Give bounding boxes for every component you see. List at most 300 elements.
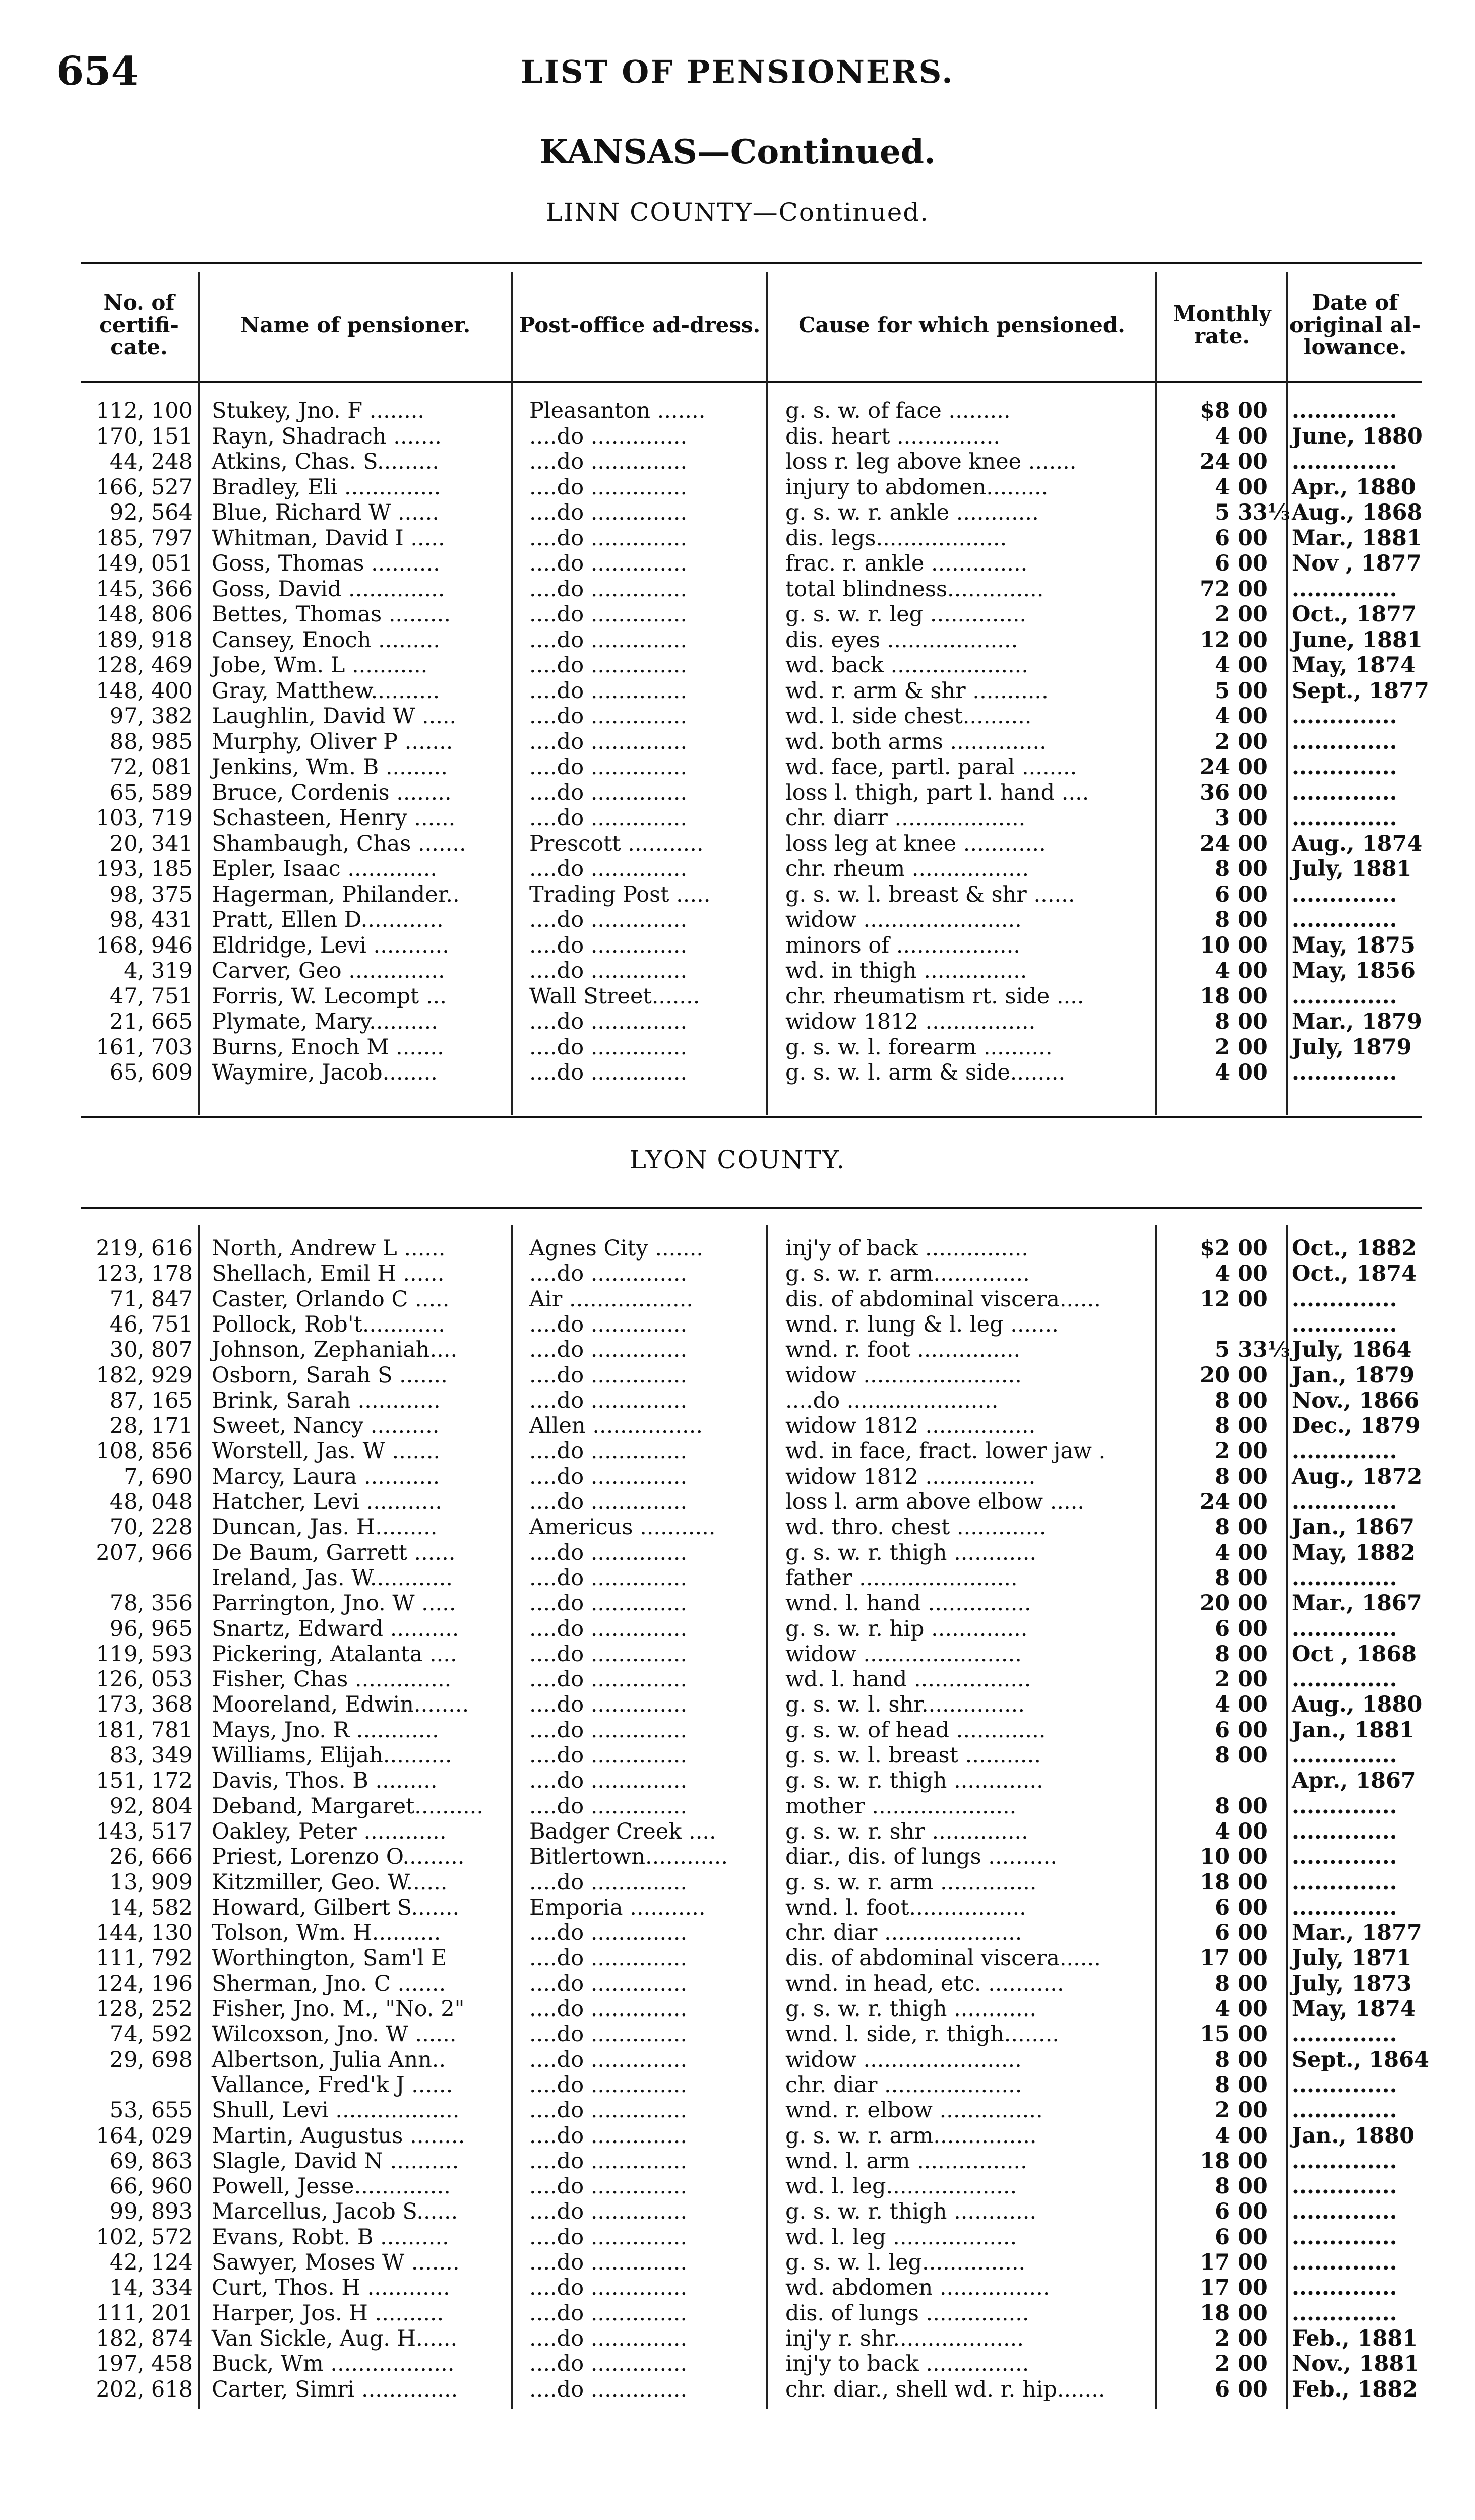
rate-cents: 00	[1238, 2325, 1268, 2351]
cause: chr. diar., shell wd. r. hip.......	[785, 2376, 1105, 2402]
table-row	[0, 627, 1475, 653]
table-row	[0, 2174, 1475, 2199]
rate-dollars: 5	[1215, 1337, 1230, 1363]
rate-dollars: 6	[1215, 525, 1230, 551]
post-office: ....do ..............	[529, 449, 688, 474]
page-title: LIST OF PENSIONERS.	[521, 53, 954, 90]
certificate-number: 14, 334	[109, 2275, 193, 2301]
cause: wnd. l. side, r. thigh........	[785, 2022, 1060, 2047]
cause: wnd. in head, etc. ...........	[785, 1971, 1064, 1996]
cause: wnd. l. arm ................	[785, 2148, 1027, 2174]
pensioner-name: Shambaugh, Chas .......	[212, 831, 466, 856]
page-number: 654	[56, 48, 139, 94]
date-allowance: Feb., 1882	[1292, 2376, 1418, 2402]
pensioner-name: Jenkins, Wm. B .........	[212, 754, 448, 780]
pensioner-name: Oakley, Peter ............	[212, 1818, 447, 1844]
post-office: ....do ..............	[529, 1565, 688, 1591]
post-office: ....do ..............	[529, 423, 688, 449]
cause: g. s. w. l. forearm ..........	[785, 1034, 1053, 1060]
date-allowance: Sept., 1877	[1292, 678, 1429, 704]
date-allowance: ..............	[1292, 805, 1397, 831]
date-allowance: Jan., 1881	[1292, 1717, 1415, 1743]
table-row	[0, 704, 1475, 729]
post-office: ....do ..............	[529, 1717, 688, 1743]
table-row	[0, 500, 1475, 525]
rate-cents: 00	[1238, 1793, 1268, 1819]
certificate-number: 87, 165	[109, 1388, 193, 1413]
date-allowance: ..............	[1292, 2072, 1397, 2098]
date-allowance: ..............	[1292, 2224, 1397, 2250]
cause: father .......................	[785, 1565, 1018, 1591]
table-row	[0, 2123, 1475, 2149]
rate-dollars: 8	[1215, 907, 1230, 932]
rate-dollars: 8	[1215, 1971, 1230, 1996]
date-allowance: ..............	[1292, 1895, 1397, 1920]
table-row	[0, 933, 1475, 958]
cause: inj'y to back ...............	[785, 2351, 1029, 2377]
rate-dollars: 18	[1200, 983, 1230, 1009]
date-allowance: Apr., 1867	[1292, 1768, 1416, 1794]
rate-cents: 00	[1238, 1717, 1268, 1743]
table-row	[0, 2072, 1475, 2098]
rate-dollars: 8	[1215, 1464, 1230, 1489]
rate-dollars: 6	[1215, 1717, 1230, 1743]
date-allowance: Aug., 1880	[1292, 1692, 1423, 1718]
post-office: ....do ..............	[529, 1945, 688, 1971]
table-row	[0, 1743, 1475, 1768]
rate-cents: 00	[1238, 2300, 1268, 2326]
pensioner-name: Sweet, Nancy ..........	[212, 1413, 440, 1439]
rate-cents: 00	[1238, 678, 1268, 704]
cause: g. s. w. of face .........	[785, 398, 1011, 423]
rate-dollars: 4	[1215, 958, 1230, 983]
post-office: Air ..................	[529, 1286, 694, 1312]
certificate-number: 78, 356	[109, 1591, 193, 1616]
rate-cents: 00	[1238, 1692, 1268, 1718]
date-allowance: Dec., 1879	[1292, 1413, 1421, 1439]
post-office: ....do ..............	[529, 2325, 688, 2351]
table-row	[0, 1667, 1475, 1692]
rate-cents: 00	[1238, 2351, 1268, 2377]
cause: chr. diar ....................	[785, 2072, 1022, 2098]
rate-dollars: 18	[1200, 2148, 1230, 2174]
cause: loss l. arm above elbow .....	[785, 1489, 1085, 1515]
date-allowance: July, 1871	[1292, 1945, 1412, 1971]
table-row	[0, 1920, 1475, 1945]
table-row	[0, 831, 1475, 856]
pensioner-name: Pickering, Atalanta ....	[212, 1641, 457, 1667]
pensioner-name: Marcy, Laura ...........	[212, 1464, 440, 1489]
post-office: ....do ..............	[529, 500, 688, 525]
pensioner-name: Martin, Augustus ........	[212, 2123, 465, 2149]
rate-cents: 00	[1238, 576, 1268, 602]
post-office: ....do ..............	[529, 805, 688, 831]
post-office: ....do ..............	[529, 1996, 688, 2022]
pensioner-name: Jobe, Wm. L ...........	[212, 653, 428, 678]
post-office: ....do ..............	[529, 1438, 688, 1464]
pensioner-name: De Baum, Garrett ......	[212, 1540, 456, 1565]
pensioner-name: Gray, Matthew..........	[212, 678, 440, 704]
cause: wd. in thigh ...............	[785, 958, 1027, 983]
pensioner-name: Duncan, Jas. H.........	[212, 1515, 438, 1540]
cause: wnd. r. foot ...............	[785, 1337, 1021, 1363]
post-office: ....do ..............	[529, 729, 688, 754]
rate-dollars: 17	[1200, 2250, 1230, 2275]
rate-dollars: 2	[1215, 2325, 1230, 2351]
certificate-number: 182, 874	[96, 2325, 193, 2351]
post-office: ....do ..............	[529, 856, 688, 881]
header-monthly-rate: Monthly rate.	[1173, 301, 1271, 348]
rate-dollars: 4	[1215, 474, 1230, 500]
certificate-number: 119, 593	[96, 1641, 193, 1667]
table-row	[0, 1515, 1475, 1540]
header-post-office: Post-office ad-dress.	[519, 312, 761, 337]
cause: frac. r. ankle ..............	[785, 551, 1028, 576]
table-row	[0, 1794, 1475, 1819]
cause: dis. of lungs ...............	[785, 2300, 1029, 2326]
pensioner-name: Blue, Richard W ......	[212, 500, 439, 525]
table-row	[0, 780, 1475, 805]
pensioner-name: Johnson, Zephaniah....	[212, 1337, 458, 1363]
rate-cents: 00	[1238, 1844, 1268, 1870]
certificate-number: 98, 375	[109, 881, 193, 907]
rate-cents: 00	[1238, 907, 1268, 932]
rate-cents: 00	[1238, 1009, 1268, 1034]
table-row	[0, 1996, 1475, 2022]
date-allowance: ..............	[1292, 449, 1397, 474]
date-allowance: ..............	[1292, 1286, 1397, 1312]
rate-dollars: 8	[1215, 1413, 1230, 1439]
certificate-number: 4, 319	[124, 958, 193, 983]
certificate-number: 28, 171	[109, 1413, 193, 1439]
cause: wd. r. arm & shr ...........	[785, 678, 1049, 704]
post-office: ....do ..............	[529, 1692, 688, 1718]
table-row	[0, 1236, 1475, 1261]
rate-cents: 00	[1238, 856, 1268, 881]
pensioner-name: Fisher, Jno. M., "No. 2"	[212, 1996, 465, 2022]
date-allowance: ..............	[1292, 2022, 1397, 2047]
date-allowance: ..............	[1292, 2174, 1397, 2199]
pensioner-name: Harper, Jos. H ..........	[212, 2300, 444, 2326]
certificate-number: 70, 228	[109, 1515, 193, 1540]
certificate-number: 88, 985	[109, 729, 193, 754]
rate-dollars: 20	[1200, 1591, 1230, 1616]
rate-cents: 00	[1238, 1616, 1268, 1642]
table-row	[0, 805, 1475, 831]
rate-cents: 00	[1238, 525, 1268, 551]
certificate-number: 92, 804	[109, 1793, 193, 1819]
cause: wnd. l. foot.................	[785, 1895, 1026, 1920]
rate-dollars: 8	[1215, 1565, 1230, 1591]
post-office: ....do ..............	[529, 1667, 688, 1692]
cause: g. s. w. r. thigh .............	[785, 1768, 1043, 1794]
post-office: Americus ...........	[529, 1515, 716, 1540]
date-allowance: ..............	[1292, 2199, 1397, 2225]
certificate-number: 103, 719	[96, 805, 193, 831]
rate-dollars: 4	[1215, 1060, 1230, 1085]
rate-dollars: 8	[1215, 1515, 1230, 1540]
rate-dollars: 6	[1215, 551, 1230, 576]
post-office: ....do ..............	[529, 1540, 688, 1565]
pensioner-name: Sherman, Jno. C .......	[212, 1971, 446, 1996]
table-row	[0, 754, 1475, 780]
date-allowance: ..............	[1292, 983, 1397, 1009]
certificate-number: 74, 592	[109, 2022, 193, 2047]
table-row	[0, 2351, 1475, 2376]
post-office: ....do ..............	[529, 474, 688, 500]
cause: wd. face, partl. paral ........	[785, 754, 1077, 780]
rate-cents: 00	[1238, 2072, 1268, 2098]
cause: dis. eyes ...................	[785, 627, 1018, 653]
certificate-number: 128, 252	[96, 1996, 193, 2022]
pensioner-name: Vallance, Fred'k J ......	[212, 2072, 453, 2098]
pensioner-name: Snartz, Edward ..........	[212, 1616, 459, 1642]
pensioner-name: Rayn, Shadrach .......	[212, 423, 442, 449]
rate-cents: 00	[1238, 2224, 1268, 2250]
certificate-number: 173, 368	[96, 1692, 193, 1718]
certificate-number: 47, 751	[109, 983, 193, 1009]
pensioner-name: Carver, Geo ..............	[212, 958, 445, 983]
post-office: ....do ..............	[529, 678, 688, 704]
rate-dollars: 2	[1215, 729, 1230, 754]
cause: mother .....................	[785, 1793, 1017, 1819]
cause: g. s. w. r. arm ..............	[785, 1869, 1037, 1895]
date-allowance: ..............	[1292, 2250, 1397, 2275]
rate-cents: 00	[1238, 1515, 1268, 1540]
rate-cents: 00	[1238, 1034, 1268, 1060]
post-office: ....do ..............	[529, 2174, 688, 2199]
date-allowance: Mar., 1881	[1292, 525, 1422, 551]
rate-cents: 00	[1238, 1060, 1268, 1085]
cause: wnd. r. elbow ...............	[785, 2098, 1043, 2123]
table-row	[0, 907, 1475, 932]
rate-cents: 00	[1238, 1413, 1268, 1439]
table-row	[0, 1819, 1475, 1844]
rate-cents: 00	[1238, 1236, 1268, 1261]
table-row	[0, 2250, 1475, 2275]
rate-cents: 00	[1238, 2199, 1268, 2225]
post-office: ....do ..............	[529, 1060, 688, 1085]
table-row	[0, 678, 1475, 704]
pensioner-name: Pratt, Ellen D............	[212, 907, 444, 932]
rate-cents: 00	[1238, 958, 1268, 983]
rate-cents: 00	[1238, 1438, 1268, 1464]
post-office: ....do ..............	[529, 1768, 688, 1794]
rate-dollars: 4	[1215, 1818, 1230, 1844]
rate-cents: 00	[1238, 2376, 1268, 2402]
certificate-number: 148, 806	[96, 602, 193, 627]
table-row	[0, 2149, 1475, 2174]
date-allowance: Sept., 1864	[1292, 2047, 1429, 2072]
certificate-number: 170, 151	[96, 423, 193, 449]
rate-cents: 00	[1238, 1464, 1268, 1489]
pensioner-name: Ireland, Jas. W............	[212, 1565, 453, 1591]
rate-cents: 00	[1238, 729, 1268, 754]
date-allowance: Jan., 1879	[1292, 1362, 1415, 1388]
certificate-number: 168, 946	[96, 932, 193, 958]
certificate-number: 128, 469	[96, 653, 193, 678]
rate-cents: 00	[1238, 754, 1268, 780]
table-row	[0, 2377, 1475, 2402]
table-row	[0, 1768, 1475, 1793]
date-allowance: ..............	[1292, 1869, 1397, 1895]
cause: wd. l. leg...................	[785, 2174, 1017, 2199]
post-office: ....do ..............	[529, 754, 688, 780]
table-row	[0, 1337, 1475, 1362]
post-office: ....do ..............	[529, 525, 688, 551]
date-allowance: ..............	[1292, 1793, 1397, 1819]
rate-cents: 00	[1238, 1489, 1268, 1515]
cause: injury to abdomen.........	[785, 474, 1049, 500]
date-allowance: ..............	[1292, 1311, 1397, 1337]
table-row	[0, 1692, 1475, 1717]
rate-dollars: 24	[1200, 449, 1230, 474]
certificate-number: 71, 847	[109, 1286, 193, 1312]
table-row	[0, 1540, 1475, 1565]
post-office: ....do ..............	[529, 1034, 688, 1060]
post-office: ....do ..............	[529, 2224, 688, 2250]
rate-cents: 00	[1238, 398, 1268, 423]
cause: wd. back ....................	[785, 653, 1029, 678]
rate-cents: 00	[1238, 1540, 1268, 1565]
cause: g. s. w. l. shr...............	[785, 1692, 1025, 1718]
date-allowance: Mar., 1879	[1292, 1009, 1422, 1034]
linn-county-heading: LINN COUNTY—Continued.	[545, 198, 930, 227]
cause: total blindness..............	[785, 576, 1044, 602]
rate-cents: 00	[1238, 551, 1268, 576]
date-allowance: ..............	[1292, 1667, 1397, 1692]
pensioner-name: Cansey, Enoch .........	[212, 627, 441, 653]
certificate-number: 20, 341	[109, 831, 193, 856]
cause: g. s. w. r. thigh ............	[785, 1996, 1037, 2022]
pensioner-name: Atkins, Chas. S.........	[212, 449, 440, 474]
post-office: ....do ..............	[529, 1489, 688, 1515]
linn-table-bottom-rule	[81, 1116, 1422, 1118]
certificate-number: 98, 431	[109, 907, 193, 932]
post-office: ....do ..............	[529, 1869, 688, 1895]
cause: widow .......................	[785, 1641, 1022, 1667]
cause: g. s. w. l. breast ...........	[785, 1743, 1041, 1768]
certificate-number: 111, 201	[96, 2300, 193, 2326]
cause: g. s. w. l. arm & side........	[785, 1060, 1066, 1085]
rate-dollars: 8	[1215, 2047, 1230, 2072]
rate-dollars: 6	[1215, 2376, 1230, 2402]
post-office: ....do ..............	[529, 627, 688, 653]
rate-dollars: 8	[1215, 1793, 1230, 1819]
post-office: ....do ..............	[529, 576, 688, 602]
rate-dollars: 6	[1215, 881, 1230, 907]
date-allowance: May, 1874	[1292, 653, 1416, 678]
date-allowance: May, 1874	[1292, 1996, 1416, 2022]
rate-dollars: 15	[1200, 2022, 1230, 2047]
state-heading: KANSAS—Continued.	[539, 132, 936, 171]
table-row	[0, 882, 1475, 907]
post-office: ....do ..............	[529, 1920, 688, 1946]
rate-cents: 00	[1238, 983, 1268, 1009]
rate-dollars: 8	[1215, 1009, 1230, 1034]
date-allowance: Mar., 1877	[1292, 1920, 1422, 1946]
certificate-number: 144, 130	[96, 1920, 193, 1946]
rate-cents: 00	[1238, 805, 1268, 831]
rate-dollars: 24	[1200, 831, 1230, 856]
certificate-number: 66, 960	[109, 2174, 193, 2199]
table-row	[0, 1464, 1475, 1489]
table-row	[0, 1565, 1475, 1591]
certificate-number: 151, 172	[96, 1768, 193, 1794]
certificate-number: 108, 856	[96, 1438, 193, 1464]
date-allowance: Apr., 1880	[1292, 474, 1416, 500]
pensioner-name: Mays, Jno. R ............	[212, 1717, 439, 1743]
rate-dollars: 36	[1200, 780, 1230, 805]
header-name: Name of pensioner.	[240, 312, 471, 337]
certificate-number: 126, 053	[96, 1667, 193, 1692]
certificate-number: 42, 124	[109, 2250, 193, 2275]
rate-dollars: 8	[1215, 1388, 1230, 1413]
table-row	[0, 1616, 1475, 1642]
post-office: ....do ..............	[529, 1388, 688, 1413]
header-cause: Cause for which pensioned.	[798, 312, 1125, 337]
rate-cents: 00	[1238, 627, 1268, 653]
date-allowance: May, 1882	[1292, 1540, 1416, 1565]
cause: chr. rheum .................	[785, 856, 1029, 881]
post-office: ....do ..............	[529, 1464, 688, 1489]
cause: g. s. w. l. breast & shr ......	[785, 881, 1075, 907]
post-office: ....do ..............	[529, 2376, 688, 2402]
cause: diar., dis. of lungs ..........	[785, 1844, 1057, 1870]
pensioner-name: Albertson, Julia Ann..	[212, 2047, 446, 2072]
table-row	[0, 1363, 1475, 1388]
cause: chr. diarr ...................	[785, 805, 1026, 831]
certificate-number: 161, 703	[96, 1034, 193, 1060]
post-office: ....do ..............	[529, 958, 688, 983]
date-allowance: Oct., 1877	[1292, 602, 1417, 627]
date-allowance: July, 1864	[1292, 1337, 1412, 1363]
table-row	[0, 1060, 1475, 1085]
pensioner-name: Wilcoxson, Jno. W ......	[212, 2022, 457, 2047]
date-allowance: Aug., 1868	[1292, 500, 1423, 525]
certificate-number: 123, 178	[96, 1261, 193, 1287]
cause: g. s. w. r. ankle ............	[785, 500, 1039, 525]
rate-cents: 00	[1238, 449, 1268, 474]
certificate-number: 164, 029	[96, 2123, 193, 2149]
cause: wd. both arms ..............	[785, 729, 1047, 754]
rate-cents: 00	[1238, 1996, 1268, 2022]
date-allowance: Jan., 1880	[1292, 2123, 1415, 2149]
rate-cents: 00	[1238, 780, 1268, 805]
pensioner-name: Stukey, Jno. F ........	[212, 398, 425, 423]
rate-dollars: 20	[1200, 1362, 1230, 1388]
certificate-number: 124, 196	[96, 1971, 193, 1996]
table-row	[0, 1591, 1475, 1616]
table-row	[0, 958, 1475, 983]
rate-dollars: 17	[1200, 2275, 1230, 2301]
cause: g. s. w. r. shr ..............	[785, 1818, 1028, 1844]
post-office: Agnes City .......	[529, 1236, 704, 1261]
date-allowance: July, 1879	[1292, 1034, 1412, 1060]
date-allowance: ..............	[1292, 1844, 1397, 1870]
date-allowance: Jan., 1867	[1292, 1515, 1415, 1540]
linn-header-rule	[81, 381, 1422, 383]
certificate-number: 21, 665	[109, 1009, 193, 1034]
certificate-number: 48, 048	[109, 1489, 193, 1515]
certificate-number: 112, 100	[96, 398, 193, 423]
pensioner-name: Buck, Wm ..................	[212, 2351, 455, 2377]
pensioner-name: Kitzmiller, Geo. W......	[212, 1869, 448, 1895]
pensioner-name: Laughlin, David W .....	[212, 704, 457, 729]
cause: wd. l. leg ..................	[785, 2224, 1017, 2250]
pensioner-name: Deband, Margaret..........	[212, 1793, 483, 1819]
table-row	[0, 1642, 1475, 1667]
